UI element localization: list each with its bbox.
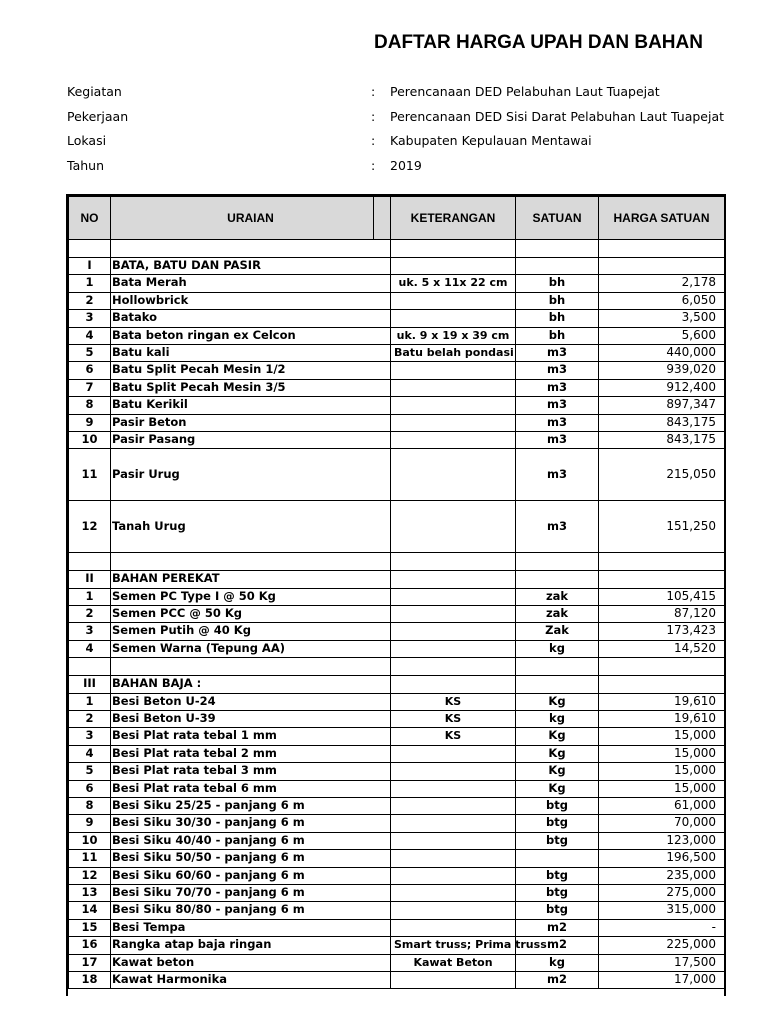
cell-satuan: m3	[516, 397, 599, 414]
cell-keterangan	[391, 240, 516, 258]
cell-no: 16	[69, 937, 111, 954]
header-satuan: SATUAN	[516, 197, 599, 240]
header-no: NO	[69, 197, 111, 240]
table-row	[69, 919, 725, 936]
cell-harga-satuan	[599, 658, 725, 676]
cell-harga-satuan: 196,500	[599, 850, 725, 867]
info-value: 2019	[390, 158, 422, 173]
cell-satuan	[516, 850, 599, 867]
cell-harga-satuan: 14,520	[599, 640, 725, 657]
cell-keterangan: KS	[391, 711, 516, 728]
cell-satuan: m3	[516, 379, 599, 396]
cell-keterangan: uk. 9 x 19 x 39 cm	[391, 327, 516, 344]
cell-satuan: Zak	[516, 623, 599, 640]
table-row	[69, 571, 725, 588]
cell-uraian: Hollowbrick	[111, 292, 391, 309]
cell-harga-satuan: 5,600	[599, 327, 725, 344]
table-row	[69, 763, 725, 780]
cell-keterangan	[391, 553, 516, 571]
table-row	[69, 501, 725, 553]
cell-no	[69, 658, 111, 676]
cell-uraian: Bata Merah	[111, 275, 391, 292]
cell-harga-satuan: 939,020	[599, 362, 725, 379]
header-uraian-label: URAIAN	[227, 211, 274, 225]
cell-uraian: Besi Plat rata tebal 1 mm	[111, 728, 391, 745]
cell-keterangan: uk. 5 x 11x 22 cm	[391, 275, 516, 292]
cell-satuan: Kg	[516, 728, 599, 745]
cell-harga-satuan: 17,000	[599, 971, 725, 988]
cell-harga-satuan	[599, 553, 725, 571]
cell-satuan: btg	[516, 884, 599, 901]
cell-satuan: zak	[516, 606, 599, 623]
info-label: Tahun	[67, 158, 104, 173]
info-value: Perencanaan DED Sisi Darat Pelabuhan Laut Tuapejat	[390, 109, 725, 124]
cell-harga-satuan: 897,347	[599, 397, 725, 414]
cell-keterangan	[391, 449, 516, 501]
cell-uraian: Besi Beton U-24	[111, 693, 391, 710]
cell-harga-satuan: 440,000	[599, 344, 725, 361]
cell-keterangan	[391, 867, 516, 884]
table-row	[69, 431, 725, 448]
cell-harga-satuan	[599, 258, 725, 275]
cell-keterangan	[391, 623, 516, 640]
cell-harga-satuan: 843,175	[599, 414, 725, 431]
cell-uraian: Besi Beton U-39	[111, 711, 391, 728]
cell-no	[69, 553, 111, 571]
cell-harga-satuan: 843,175	[599, 431, 725, 448]
table-row	[69, 815, 725, 832]
cell-uraian: Pasir Pasang	[111, 431, 391, 448]
cell-no: 4	[69, 327, 111, 344]
cell-satuan: bh	[516, 310, 599, 327]
cell-satuan: zak	[516, 588, 599, 605]
cell-uraian: BAHAN BAJA :	[111, 676, 391, 693]
cell-keterangan	[391, 658, 516, 676]
table-row	[69, 954, 725, 971]
cell-satuan: m3	[516, 501, 599, 553]
cell-satuan: Kg	[516, 780, 599, 797]
cell-no: 2	[69, 606, 111, 623]
cell-satuan	[516, 658, 599, 676]
cell-satuan	[516, 258, 599, 275]
cell-uraian: Batu kali	[111, 344, 391, 361]
cell-harga-satuan: -	[599, 919, 725, 936]
cell-no: 8	[69, 797, 111, 814]
cell-satuan: m3	[516, 362, 599, 379]
table-row	[69, 711, 725, 728]
cell-no: 2	[69, 711, 111, 728]
cell-satuan: bh	[516, 292, 599, 309]
table-row	[69, 588, 725, 605]
cell-no: 5	[69, 344, 111, 361]
table-row	[69, 414, 725, 431]
cell-harga-satuan	[599, 571, 725, 588]
table-row	[69, 658, 725, 676]
info-colon: :	[371, 109, 376, 124]
cell-keterangan	[391, 362, 516, 379]
cell-uraian: Besi Siku 40/40 - panjang 6 m	[111, 832, 391, 849]
cell-harga-satuan: 151,250	[599, 501, 725, 553]
table-row	[69, 797, 725, 814]
cell-satuan: btg	[516, 867, 599, 884]
cell-harga-satuan: 3,500	[599, 310, 725, 327]
cell-harga-satuan: 6,050	[599, 292, 725, 309]
cell-keterangan: Batu belah pondasi	[391, 344, 516, 361]
cell-keterangan	[391, 850, 516, 867]
cell-uraian: Batu Split Pecah Mesin 3/5	[111, 379, 391, 396]
cell-satuan: m3	[516, 431, 599, 448]
cell-uraian: Rangka atap baja ringan	[111, 937, 391, 954]
cell-keterangan	[391, 780, 516, 797]
cell-keterangan	[391, 902, 516, 919]
table-header-row	[69, 197, 725, 240]
cell-satuan: m3	[516, 414, 599, 431]
cell-satuan: bh	[516, 327, 599, 344]
info-label: Pekerjaan	[67, 109, 129, 124]
cell-keterangan	[391, 815, 516, 832]
cell-keterangan	[391, 501, 516, 553]
cell-harga-satuan: 215,050	[599, 449, 725, 501]
cell-satuan: btg	[516, 902, 599, 919]
cell-uraian: Batu Kerikil	[111, 397, 391, 414]
cell-no: 13	[69, 884, 111, 901]
cell-harga-satuan: 225,000	[599, 937, 725, 954]
header-keterangan: KETERANGAN	[391, 197, 516, 240]
cell-harga-satuan: 315,000	[599, 902, 725, 919]
cell-keterangan	[391, 292, 516, 309]
cell-no: 17	[69, 954, 111, 971]
cell-harga-satuan: 15,000	[599, 763, 725, 780]
cell-keterangan	[391, 571, 516, 588]
cell-no: 3	[69, 310, 111, 327]
cell-satuan: m3	[516, 344, 599, 361]
cell-keterangan	[391, 797, 516, 814]
table-row	[69, 362, 725, 379]
cell-keterangan	[391, 676, 516, 693]
cell-uraian: Pasir Beton	[111, 414, 391, 431]
cell-satuan: kg	[516, 711, 599, 728]
cell-no: 2	[69, 292, 111, 309]
table-row	[69, 832, 725, 849]
cell-satuan: btg	[516, 797, 599, 814]
cell-harga-satuan: 235,000	[599, 867, 725, 884]
table-row	[69, 379, 725, 396]
table-row	[69, 902, 725, 919]
table-row	[69, 553, 725, 571]
cell-satuan: m2	[516, 971, 599, 988]
header-divider	[373, 197, 374, 239]
cell-no: 11	[69, 850, 111, 867]
table-body	[69, 240, 725, 989]
cell-harga-satuan: 15,000	[599, 780, 725, 797]
info-label: Lokasi	[67, 133, 107, 148]
cell-uraian: Bata beton ringan ex Celcon	[111, 327, 391, 344]
table-row	[69, 606, 725, 623]
cell-no: 1	[69, 693, 111, 710]
cell-satuan: bh	[516, 275, 599, 292]
table-row	[69, 397, 725, 414]
cell-harga-satuan	[599, 240, 725, 258]
cell-keterangan	[391, 971, 516, 988]
cell-satuan: Kg	[516, 693, 599, 710]
cell-uraian: Semen PC Type I @ 50 Kg	[111, 588, 391, 605]
info-label: Kegiatan	[67, 84, 122, 99]
cell-harga-satuan: 2,178	[599, 275, 725, 292]
cell-keterangan	[391, 884, 516, 901]
table-row	[69, 449, 725, 501]
table-row	[69, 310, 725, 327]
cell-no: III	[69, 676, 111, 693]
cell-no: 10	[69, 832, 111, 849]
cell-no	[69, 240, 111, 258]
cell-satuan: btg	[516, 832, 599, 849]
cell-harga-satuan: 19,610	[599, 693, 725, 710]
cell-no: 8	[69, 397, 111, 414]
table-row	[69, 623, 725, 640]
cell-satuan: Kg	[516, 745, 599, 762]
cell-harga-satuan: 173,423	[599, 623, 725, 640]
cell-harga-satuan	[599, 676, 725, 693]
cell-uraian: Semen Putih @ 40 Kg	[111, 623, 391, 640]
cell-keterangan	[391, 258, 516, 275]
cell-no: 14	[69, 902, 111, 919]
cell-no: 4	[69, 640, 111, 657]
table-row	[69, 292, 725, 309]
table-row	[69, 676, 725, 693]
cell-satuan	[516, 571, 599, 588]
table-row	[69, 884, 725, 901]
cell-keterangan	[391, 919, 516, 936]
cell-uraian: Besi Plat rata tebal 2 mm	[111, 745, 391, 762]
cell-uraian: Besi Plat rata tebal 6 mm	[111, 780, 391, 797]
cell-no: 12	[69, 501, 111, 553]
cell-satuan: btg	[516, 815, 599, 832]
cell-keterangan	[391, 763, 516, 780]
cell-satuan: kg	[516, 640, 599, 657]
cell-keterangan	[391, 606, 516, 623]
cell-uraian	[111, 240, 391, 258]
cell-satuan: m2	[516, 937, 599, 954]
table-row	[69, 240, 725, 258]
cell-no: 5	[69, 763, 111, 780]
table-row	[69, 327, 725, 344]
cell-uraian: Batu Split Pecah Mesin 1/2	[111, 362, 391, 379]
table-row	[69, 344, 725, 361]
cell-satuan: Kg	[516, 763, 599, 780]
table-row	[69, 640, 725, 657]
cell-satuan	[516, 676, 599, 693]
page-title: DAFTAR HARGA UPAH DAN BAHAN	[374, 32, 703, 53]
cell-harga-satuan: 70,000	[599, 815, 725, 832]
cell-satuan: kg	[516, 954, 599, 971]
cell-harga-satuan: 15,000	[599, 728, 725, 745]
cell-no: 18	[69, 971, 111, 988]
cell-uraian	[111, 553, 391, 571]
cell-harga-satuan: 87,120	[599, 606, 725, 623]
cell-no: 6	[69, 362, 111, 379]
cell-keterangan	[391, 745, 516, 762]
info-value: Perencanaan DED Pelabuhan Laut Tuapejat	[390, 84, 660, 99]
cell-keterangan: KS	[391, 693, 516, 710]
cell-keterangan: Kawat Beton	[391, 954, 516, 971]
cell-uraian: Besi Siku 60/60 - panjang 6 m	[111, 867, 391, 884]
table-row	[69, 693, 725, 710]
cell-uraian: Besi Siku 50/50 - panjang 6 m	[111, 850, 391, 867]
info-colon: :	[371, 84, 376, 99]
cell-uraian: Tanah Urug	[111, 501, 391, 553]
cell-uraian: Kawat Harmonika	[111, 971, 391, 988]
table-row	[69, 867, 725, 884]
cell-no: 3	[69, 728, 111, 745]
cell-no: II	[69, 571, 111, 588]
table-row	[69, 275, 725, 292]
cell-no: 12	[69, 867, 111, 884]
cell-keterangan: Smart truss; Prima truss	[391, 937, 516, 954]
table-row	[69, 850, 725, 867]
cell-harga-satuan: 17,500	[599, 954, 725, 971]
cell-keterangan	[391, 310, 516, 327]
cell-keterangan	[391, 397, 516, 414]
table-row	[69, 937, 725, 954]
cell-keterangan	[391, 588, 516, 605]
cell-harga-satuan: 61,000	[599, 797, 725, 814]
cell-no: 3	[69, 623, 111, 640]
cell-keterangan	[391, 379, 516, 396]
cell-no: 4	[69, 745, 111, 762]
cell-satuan	[516, 240, 599, 258]
table-row	[69, 258, 725, 275]
cell-keterangan	[391, 832, 516, 849]
cell-harga-satuan: 275,000	[599, 884, 725, 901]
cell-uraian: Besi Siku 25/25 - panjang 6 m	[111, 797, 391, 814]
cell-uraian: Besi Siku 80/80 - panjang 6 m	[111, 902, 391, 919]
table-row	[69, 745, 725, 762]
cell-harga-satuan: 123,000	[599, 832, 725, 849]
header-harga-satuan: HARGA SATUAN	[599, 197, 725, 240]
price-table-wrapper	[66, 194, 726, 996]
cell-keterangan	[391, 414, 516, 431]
cell-uraian: Semen PCC @ 50 Kg	[111, 606, 391, 623]
cell-uraian	[111, 658, 391, 676]
cell-uraian: Semen Warna (Tepung AA)	[111, 640, 391, 657]
cell-uraian: Besi Tempa	[111, 919, 391, 936]
cell-no: 1	[69, 275, 111, 292]
cell-no: I	[69, 258, 111, 275]
info-value: Kabupaten Kepulauan Mentawai	[390, 133, 592, 148]
cell-no: 6	[69, 780, 111, 797]
cell-no: 9	[69, 414, 111, 431]
info-colon: :	[371, 158, 376, 173]
cell-no: 1	[69, 588, 111, 605]
cell-harga-satuan: 105,415	[599, 588, 725, 605]
table-row	[69, 971, 725, 988]
cell-satuan: m2	[516, 919, 599, 936]
cell-no: 11	[69, 449, 111, 501]
cell-harga-satuan: 19,610	[599, 711, 725, 728]
cell-satuan	[516, 553, 599, 571]
cell-no: 10	[69, 431, 111, 448]
price-table	[68, 196, 725, 989]
cell-keterangan	[391, 431, 516, 448]
cell-keterangan: KS	[391, 728, 516, 745]
cell-uraian: Pasir Urug	[111, 449, 391, 501]
table-row	[69, 728, 725, 745]
info-colon: :	[371, 133, 376, 148]
cell-keterangan	[391, 640, 516, 657]
cell-no: 15	[69, 919, 111, 936]
cell-satuan: m3	[516, 449, 599, 501]
cell-uraian: Batako	[111, 310, 391, 327]
cell-uraian: BAHAN PEREKAT	[111, 571, 391, 588]
cell-no: 9	[69, 815, 111, 832]
cell-uraian: BATA, BATU DAN PASIR	[111, 258, 391, 275]
cell-uraian: Besi Plat rata tebal 3 mm	[111, 763, 391, 780]
cell-harga-satuan: 912,400	[599, 379, 725, 396]
cell-harga-satuan: 15,000	[599, 745, 725, 762]
table-row	[69, 780, 725, 797]
cell-uraian: Besi Siku 70/70 - panjang 6 m	[111, 884, 391, 901]
header-uraian	[111, 197, 391, 240]
cell-uraian: Besi Siku 30/30 - panjang 6 m	[111, 815, 391, 832]
cell-uraian: Kawat beton	[111, 954, 391, 971]
cell-no: 7	[69, 379, 111, 396]
